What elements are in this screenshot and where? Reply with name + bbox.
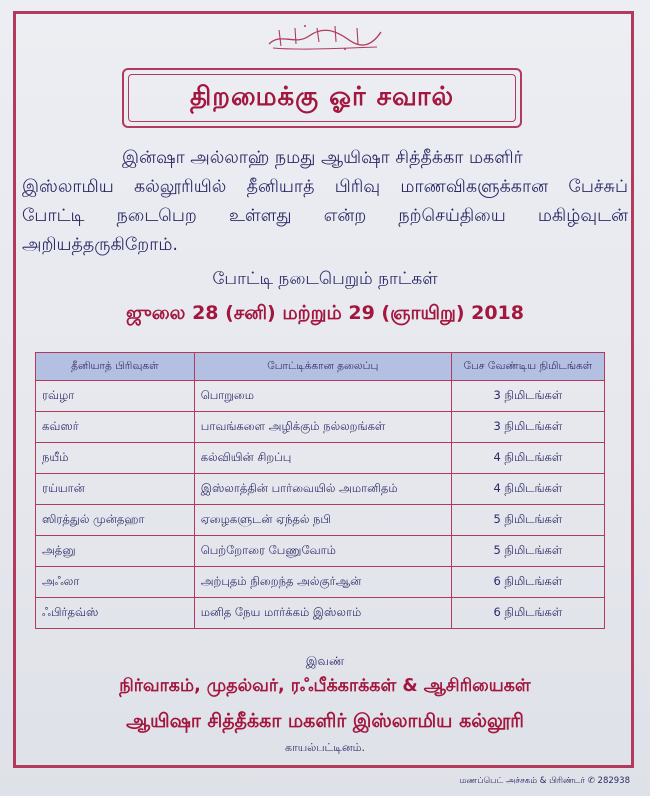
duration-cell: 4 நிமிடங்கள் bbox=[451, 474, 604, 505]
intro-paragraph bbox=[22, 144, 628, 260]
signature-label: இவண் bbox=[305, 654, 345, 668]
table-row bbox=[36, 412, 605, 443]
bismillah-calligraphy bbox=[265, 22, 385, 52]
table-row bbox=[36, 598, 605, 629]
intro-line: இஸ்லாமிய கல்லூரியில் தீனியாத் பிரிவு மாணவிகளுக்கான பேச்சுப் bbox=[22, 177, 628, 197]
topic-cell: பொறுமை bbox=[194, 381, 451, 412]
table-row bbox=[36, 381, 605, 412]
schedule-table bbox=[35, 352, 605, 629]
page-title: திறமைக்கு ஓர் சவால் bbox=[189, 81, 455, 112]
topic-cell: ஏழைகளுடன் ஏந்தல் நபி bbox=[194, 505, 451, 536]
competition-dates: ஜுலை 28 (சனி) மற்றும் 29 (ஞாயிறு) 2018 bbox=[125, 302, 525, 324]
table-row bbox=[36, 505, 605, 536]
division-cell: கவ்ஸர் bbox=[36, 412, 195, 443]
division-cell: ஃபிர்தவ்ஸ் bbox=[36, 598, 195, 629]
topic-cell: கல்வியின் சிறப்பு bbox=[194, 443, 451, 474]
duration-cell: 6 நிமிடங்கள் bbox=[451, 598, 604, 629]
topic-cell: இஸ்லாத்தின் பார்வையில் அமானிதம் bbox=[194, 474, 451, 505]
division-cell: அத்னு bbox=[36, 536, 195, 567]
division-cell: ரவ்ழா bbox=[36, 381, 195, 412]
division-cell: ஸிரத்துல் முன்தஹா bbox=[36, 505, 195, 536]
intro-line: போட்டி நடைபெற உள்ளது என்ற நற்செய்தியை மகிழ்வுடன் bbox=[22, 206, 628, 226]
division-cell: அஃலா bbox=[36, 567, 195, 598]
column-header: தீனியாத் பிரிவுகள் bbox=[36, 353, 195, 381]
division-cell: நயீம் bbox=[36, 443, 195, 474]
topic-cell: அற்புதம் நிறைந்த அல்குர்ஆன் bbox=[194, 567, 451, 598]
duration-cell: 6 நிமிடங்கள் bbox=[451, 567, 604, 598]
column-header: போட்டிக்கான தலைப்பு bbox=[194, 353, 451, 381]
duration-cell: 4 நிமிடங்கள் bbox=[451, 443, 604, 474]
topic-cell: பாவங்களை அழிக்கும் நல்லறங்கள் bbox=[194, 412, 451, 443]
intro-line: இன்ஷா அல்லாஹ் நமது ஆயிஷா சித்தீக்கா மகளிர் bbox=[122, 148, 523, 168]
table-row bbox=[36, 536, 605, 567]
place-name: காயல்பட்டினம். bbox=[284, 741, 366, 754]
table-row bbox=[36, 474, 605, 505]
printer-credit: மணப்பெட் அச்சகம் & பிரிண்டர் ✆ 282938 bbox=[459, 776, 630, 786]
topic-cell: பெற்றோரை பேணுவோம் bbox=[194, 536, 451, 567]
division-cell: ரய்யான் bbox=[36, 474, 195, 505]
intro-line: அறியத்தருகிறோம். bbox=[22, 235, 178, 255]
college-name: ஆயிஷா சித்தீக்கா மகளிர் இஸ்லாமிய கல்லூரி bbox=[126, 710, 524, 732]
dates-label: போட்டி நடைபெறும் நாட்கள் bbox=[212, 269, 438, 289]
table-header-row bbox=[36, 353, 605, 381]
duration-cell: 5 நிமிடங்கள் bbox=[451, 536, 604, 567]
issuer-line: நிர்வாகம், முதல்வர், ரஃபீக்காக்கள் & ஆசிரியைகள் bbox=[119, 676, 531, 696]
topic-cell: மனித நேய மார்க்கம் இஸ்லாம் bbox=[194, 598, 451, 629]
duration-cell: 3 நிமிடங்கள் bbox=[451, 412, 604, 443]
column-header: பேச வேண்டிய நிமிடங்கள் bbox=[451, 353, 604, 381]
table-row bbox=[36, 443, 605, 474]
duration-cell: 5 நிமிடங்கள் bbox=[451, 505, 604, 536]
table-row bbox=[36, 567, 605, 598]
title-box bbox=[122, 68, 522, 128]
duration-cell: 3 நிமிடங்கள் bbox=[451, 381, 604, 412]
